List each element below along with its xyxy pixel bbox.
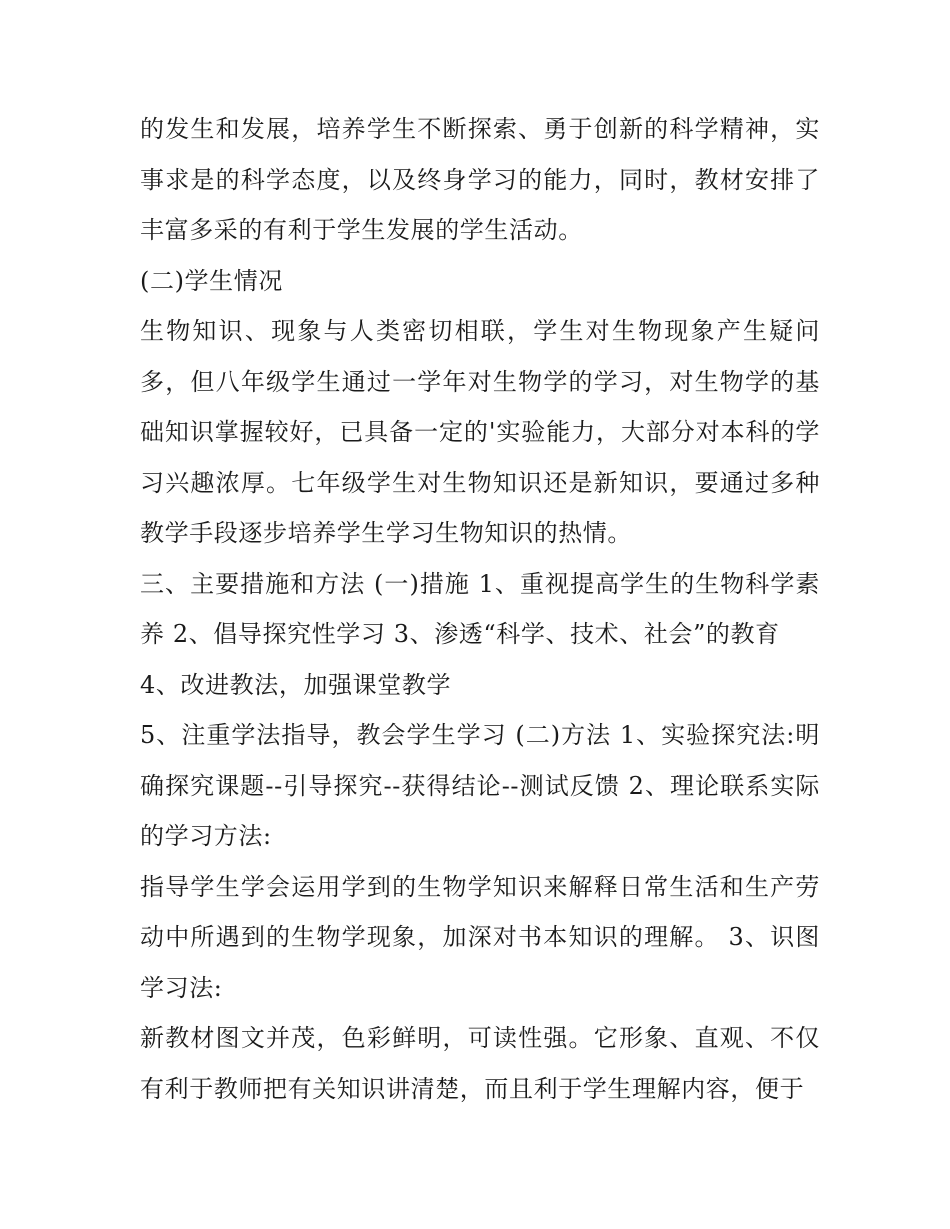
paragraph-goals-continued: 的发生和发展，培养学生不断探索、勇于创新的科学精神，实事求是的科学态度，以及终身学习的能力，同时，教材安排了丰富多采的有利于学生发展的学生活动。 <box>140 115 820 244</box>
paragraph-theory-practice: 指导学生学会运用学到的生物学知识来解释日常生活和生产劳动中所遇到的生物学现象，加深对书本知识的理解。 3、识图学习法: <box>140 872 820 1002</box>
paragraph-methods: 5、注重学法指导，教会学生学习 (二)方法 1、实验探究法:明确探究课题--引导探究--获得结论--测试反馈 2、理论联系实际的学习方法: <box>140 721 820 850</box>
paragraph-measures: 三、主要措施和方法 (一)措施 1、重视提高学生的生物科学素养 2、倡导探究性学习 3、渗透“科学、技术、社会”的教育 <box>140 569 820 648</box>
paragraph-image-reading: 新教材图文并茂，色彩鲜明，可读性强。它形象、直观、不仅有利于教师把有关知识讲清楚，而且利于学生理解内容，便于 <box>140 1024 820 1103</box>
paragraph-measure-4: 4、改进教法，加强课堂教学 <box>140 670 452 699</box>
document-body <box>140 104 820 1114</box>
section-heading-student-situation: (二)学生情况 <box>140 266 283 295</box>
paragraph-student-situation: 生物知识、现象与人类密切相联，学生对生物现象产生疑问多，但八年级学生通过一学年对生物学的学习，对生物学的基础知识掌握较好，已具备一定的'实验能力，大部分对本科的学习兴趣浓厚。七年级学生对生物知识还是新知识，要通过多种教学手段逐步培养学生学习生物知识的热情。 <box>140 317 820 547</box>
